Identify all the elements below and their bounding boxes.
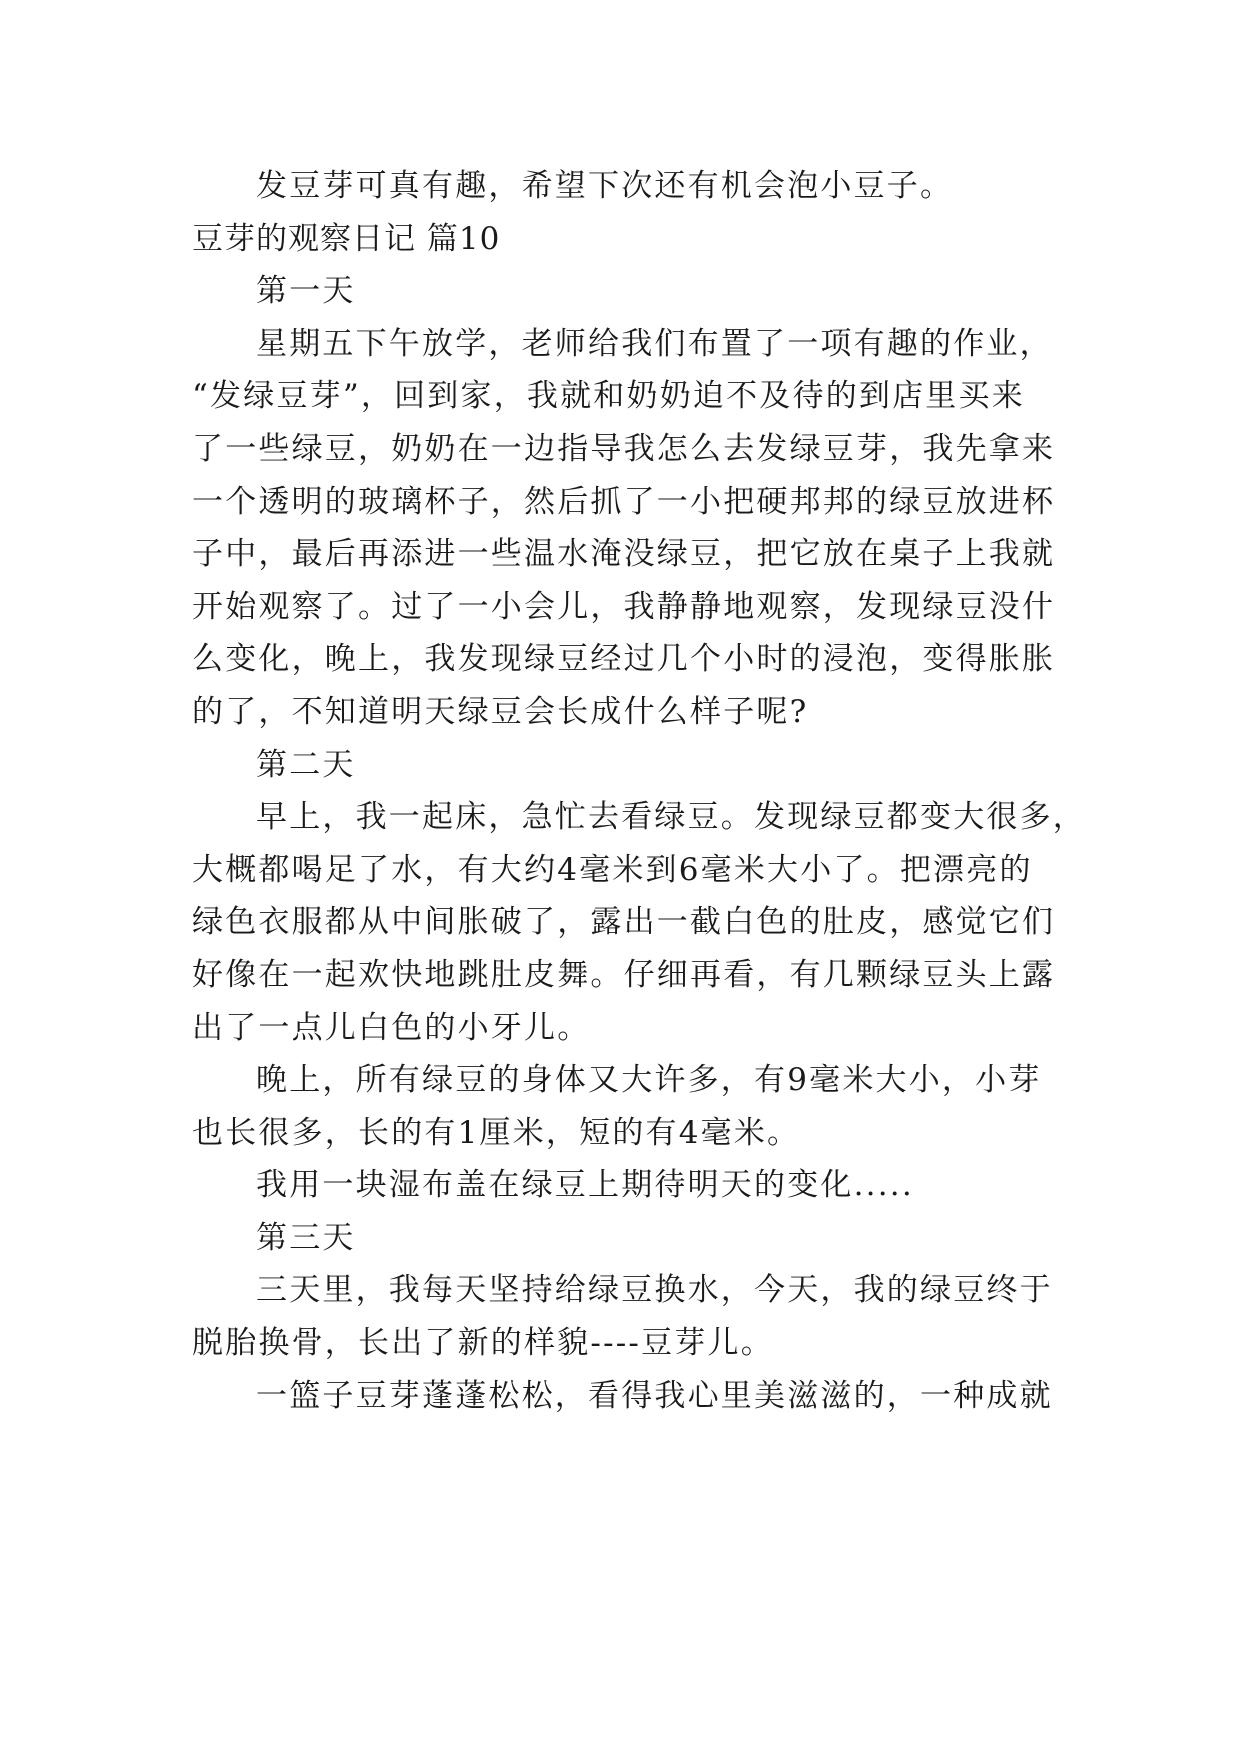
paragraph-line: 晚上，所有绿豆的身体又大许多，有9毫米大小，小芽: [256, 1062, 1042, 1099]
paragraph-line: 么变化，晚上，我发现绿豆经过几个小时的浸泡，变得胀胀: [192, 641, 1056, 678]
paragraph-line: 了一些绿豆，奶奶在一边指导我怎么去发绿豆芽，我先拿来: [192, 430, 1056, 467]
day-heading-3: 第三天: [256, 1219, 356, 1256]
day-heading-2: 第二天: [256, 746, 356, 783]
paragraph-line: 开始观察了。过了一小会儿，我静静地观察，发现绿豆没什: [192, 588, 1056, 625]
paragraph-line: 脱胎换骨，长出了新的样貌----豆芽儿。: [192, 1325, 774, 1362]
article-title: 豆芽的观察日记 篇10: [192, 220, 501, 257]
paragraph-line: “发绿豆芽”，回到家，我就和奶奶迫不及待的到店里买来: [192, 378, 1025, 415]
paragraph-line: 一篮子豆芽蓬蓬松松，看得我心里美滋滋的，一种成就: [256, 1377, 1053, 1414]
paragraph-line: 子中，最后再添进一些温水淹没绿豆，把它放在桌子上我就: [192, 536, 1056, 573]
paragraph-line: 星期五下午放学，老师给我们布置了一项有趣的作业，: [256, 325, 1053, 362]
paragraph-line: 三天里，我每天坚持给绿豆换水，今天，我的绿豆终于: [256, 1272, 1053, 1309]
paragraph-line: 的了，不知道明天绿豆会长成什么样子呢?: [192, 693, 809, 730]
paragraph-line: 也长很多，长的有1厘米，短的有4毫米。: [192, 1114, 801, 1151]
paragraph-line: 绿色衣服都从中间胀破了，露出一截白色的肚皮，感觉它们: [192, 904, 1056, 941]
paragraph-line: 出了一点儿白色的小牙儿。: [192, 1009, 591, 1046]
paragraph-line: 我用一块湿布盖在绿豆上期待明天的变化.....: [256, 1167, 914, 1204]
document-body: [192, 160, 1086, 1422]
paragraph-line: 发豆芽可真有趣，希望下次还有机会泡小豆子。: [256, 168, 954, 204]
paragraph-line: 大概都喝足了水，有大约4毫米到6毫米大小了。把漂亮的: [192, 851, 1033, 888]
day-heading-1: 第一天: [256, 273, 356, 310]
paragraph-line: 好像在一起欢快地跳肚皮舞。仔细再看，有几颗绿豆头上露: [192, 956, 1056, 993]
paragraph-line: 一个透明的玻璃杯子，然后抓了一小把硬邦邦的绿豆放进杯: [192, 483, 1056, 520]
paragraph-line: 早上，我一起床，急忙去看绿豆。发现绿豆都变大很多，: [256, 799, 1086, 836]
